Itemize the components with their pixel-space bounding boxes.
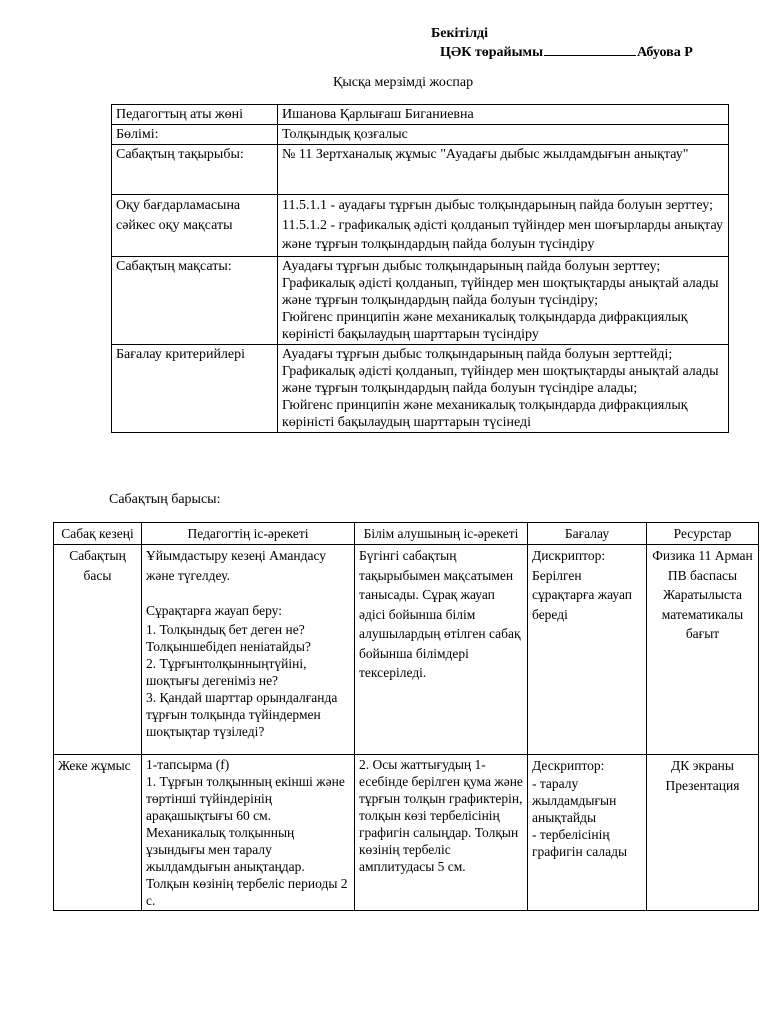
table-row — [112, 105, 729, 125]
resources-cell: Физика 11 Арман ПВ баспасы Жаратылыста математикалы бағыт — [647, 545, 759, 755]
info-label: Бағалау критерийлері — [112, 344, 278, 432]
header-assessment: Бағалау — [528, 523, 647, 545]
assessment-cell — [528, 755, 647, 911]
descriptor-1: - таралу жылдамдығын анықтайды — [532, 776, 617, 825]
info-value — [278, 256, 729, 344]
info-label: Сабақтың тақырыбы: — [112, 145, 278, 195]
teacher-questions-title: Сұрақтарға жауап беру: — [146, 603, 282, 618]
info-value: № 11 Зертханалық жұмыс "Ауадағы дыбыс жылдамдығын анықтау" — [278, 145, 729, 195]
teacher-cell — [142, 545, 355, 755]
student-cell: Бүгінгі сабақтың тақырыбымен мақсатымен танысады. Сұрақ жауап әдісі бойынша білім алушылардың өтілген сабақ бойынша білімдері тексеріледі. — [355, 545, 528, 755]
student-cell: 2. Осы жаттығудың 1-есебінде берілген қума және тұрғын толқын графиктерін, толқын көзі тербелісінің графигін салыңдар. Толқын көзінің тербеліс амплитудасы 5 см. — [355, 755, 528, 911]
info-label: Сабақтың мақсаты: — [112, 256, 278, 344]
question-1: 1. Толқындық бет деген не? Толқыншебідеп неніатайды? — [146, 621, 311, 654]
header-teacher: Педагогтің іс-әрекеті — [142, 523, 355, 545]
progress-table — [53, 522, 759, 911]
approval-position: ЦӘК төрайымы — [440, 45, 544, 60]
table-row — [54, 755, 759, 911]
info-value — [278, 344, 729, 432]
info-table — [111, 104, 729, 433]
progress-label: Сабақтың барысы: — [109, 492, 221, 507]
criterion-3: Гюйгенс принципін және механикалық толқындарда дифракциялық көріністі бақылаудың шарттарын түсінеді — [282, 397, 688, 430]
descriptor-2: - тербелісінің графигін салады — [532, 827, 628, 859]
table-row — [112, 195, 729, 257]
signature-blank — [544, 43, 636, 56]
info-value: Толқындық қозғалыс — [278, 125, 729, 145]
table-row — [54, 545, 759, 755]
aim-3: Гюйгенс принципін және механикалық толқындарда дифракциялық көріністі бақылаудың шарттарын түсіндіру — [282, 309, 688, 342]
info-value — [278, 195, 729, 257]
approval-title: Бекітілді — [431, 26, 489, 41]
aim-1: Ауадағы тұрғын дыбыс толқындарының пайда болуын зерттеу; — [282, 258, 661, 274]
question-2: 2. Тұрғынтолқынныңтүйіні, шоқтығы дегеніміз не? — [146, 655, 307, 688]
task-title: 1-тапсырма (f) — [146, 757, 230, 772]
header-stage: Сабақ кезеңі — [54, 523, 142, 545]
table-row — [112, 145, 729, 195]
criterion-1: Ауадағы тұрғын дыбыс толқындарының пайда болуын зерттейді; — [282, 346, 673, 362]
criterion-2: Графикалық әдісті қолданып, түйіндер мен шоқтықтарды анықтай алады және тұрғын толқындардың пайда болуын түсіндіре алады; — [282, 363, 719, 396]
header-student: Білім алушының іс-әрекеті — [355, 523, 528, 545]
table-header-row — [54, 523, 759, 545]
resources-cell: ДК экраны Презентация — [647, 755, 759, 911]
table-row — [112, 125, 729, 145]
info-label: Бөлімі: — [112, 125, 278, 145]
approval-line — [440, 43, 693, 61]
info-label: Оқу бағдарламасына сәйкес оқу мақсаты — [112, 195, 278, 257]
descriptor-title: Дескриптор: — [532, 758, 605, 773]
task-text: 1. Тұрғын толқынның екінші және төртінші түйіндерінің арақашықтығы 60 см. Механикалық толқынның ұзындығы мен таралу жылдамдығын анықтаңдар. Толқын көзінің тербеліс периоды 2 с. — [146, 774, 348, 908]
teacher-intro: Ұйымдастыру кезеңі Амандасу және түгелдеу. — [146, 548, 327, 583]
goal-2: 11.5.1.2 - графикалық әдісті қолданып түйіндер мен шоғырларды анықтау және тұрғын толқындардың пайда болуын түсіндіру — [282, 217, 723, 252]
info-label: Педагогтың аты жөні — [112, 105, 278, 125]
plan-title: Қысқа мерзімді жоспар — [333, 75, 474, 90]
assessment-cell: Дискриптор: Берілген сұрақтарға жауап береді — [528, 545, 647, 755]
stage-cell: Сабақтың басы — [54, 545, 142, 755]
question-3: 3. Қандай шарттар орындалғанда тұрғын толқында түйіндермен шоқтықтар түзіледі? — [146, 689, 338, 739]
aim-2: Графикалық әдісті қолданып, түйіндер мен шоқтықтарды анықтай алады және тұрғын толқындардың пайда болуын түсіндіру; — [282, 275, 719, 308]
goal-1: 11.5.1.1 - ауадағы тұрғын дыбыс толқындарының пайда болуын зерттеу; — [282, 198, 713, 213]
teacher-cell — [142, 755, 355, 911]
table-row — [112, 256, 729, 344]
info-value: Ишанова Қарлығаш Биганиевна — [278, 105, 729, 125]
stage-cell: Жеке жұмыс — [54, 755, 142, 911]
header-resources: Ресурстар — [647, 523, 759, 545]
approval-name: Абуова Р — [637, 45, 693, 60]
table-row — [112, 344, 729, 432]
